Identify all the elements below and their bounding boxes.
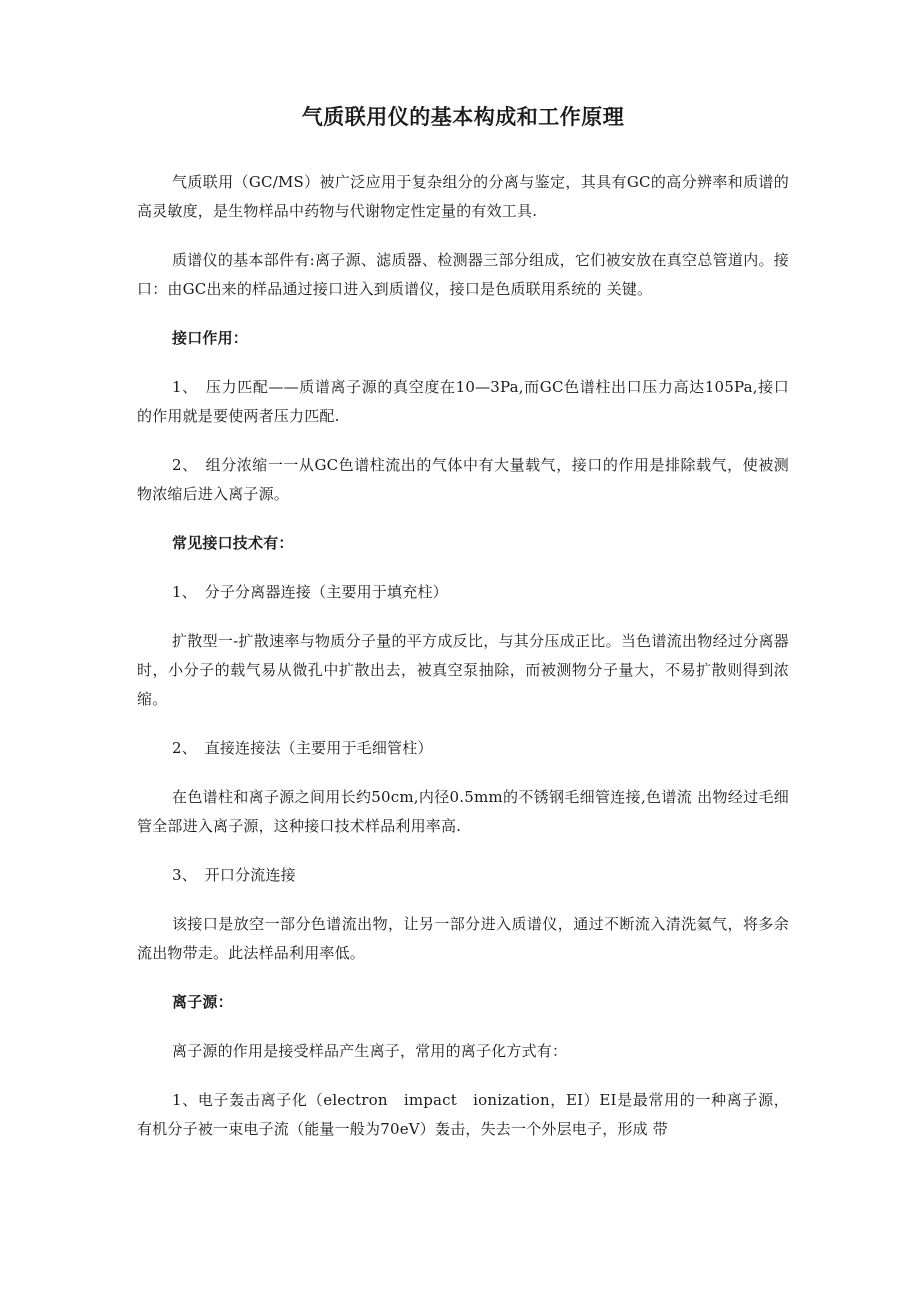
- section-heading-ion-source: 离子源：: [172, 993, 233, 1011]
- components-paragraph: 质谱仪的基本部件有:离子源、滤质器、检测器三部分组成，它们被安放在真空总管道内。接口：由GC出来的样品通过接口进入到质谱仪，接口是色质联用系统的 关键。: [137, 251, 789, 298]
- list-item-pressure-matching: 1、 压力匹配——质谱离子源的真空度在10—3Pa,而GC色谱柱出口压力高达105Pa,接口的作用就是要使两者压力匹配.: [137, 378, 789, 425]
- ei-paragraph: 1、电子轰击离子化（electron impact ionization，EI）EI是最常用的一种离子源，有机分子被一束电子流（能量一般为70eV）轰击，失去一个外层电子，形成 带: [137, 1091, 789, 1138]
- ion-source-paragraph: 离子源的作用是接受样品产生离子，常用的离子化方式有：: [172, 1042, 568, 1060]
- document-title: 气质联用仪的基本构成和工作原理: [301, 105, 625, 129]
- capillary-paragraph: 在色谱柱和离子源之间用长约50cm,内径0.5mm的不锈钢毛细管连接,色谱流 出物经过毛细管全部进入离子源，这种接口技术样品利用率高.: [137, 788, 789, 835]
- document-page: [137, 100, 789, 1164]
- list-item-concentration: 2、 组分浓缩一一从GC色谱柱流出的气体中有大量载气，接口的作用是排除载气，使被测物浓缩后进入离子源。: [137, 456, 789, 503]
- list-item-direct-connection: 2、 直接连接法（主要用于毛细管柱）: [172, 739, 433, 757]
- section-heading-interface-tech: 常见接口技术有：: [172, 534, 294, 552]
- open-split-paragraph: 该接口是放空一部分色谱流出物，让另一部分进入质谱仪，通过不断流入清洗氦气，将多余流出物带走。此法样品利用率低。: [137, 915, 789, 962]
- list-item-molecular-separator: 1、 分子分离器连接（主要用于填充柱）: [172, 583, 448, 601]
- list-item-open-split: 3、 开口分流连接: [172, 866, 296, 884]
- section-heading-interface-role: 接口作用：: [172, 329, 249, 347]
- diffusion-paragraph: 扩散型一-扩散速率与物质分子量的平方成反比，与其分压成正比。当色谱流出物经过分离器时，小分子的载气易从微孔中扩散出去，被真空泵抽除，而被测物分子量大，不易扩散则得到浓缩。: [137, 632, 789, 708]
- intro-paragraph: 气质联用（GC/MS）被广泛应用于复杂组分的分离与鉴定，其具有GC的高分辨率和质谱的高灵敏度，是生物样品中药物与代谢物定性定量的有效工具.: [137, 173, 789, 220]
